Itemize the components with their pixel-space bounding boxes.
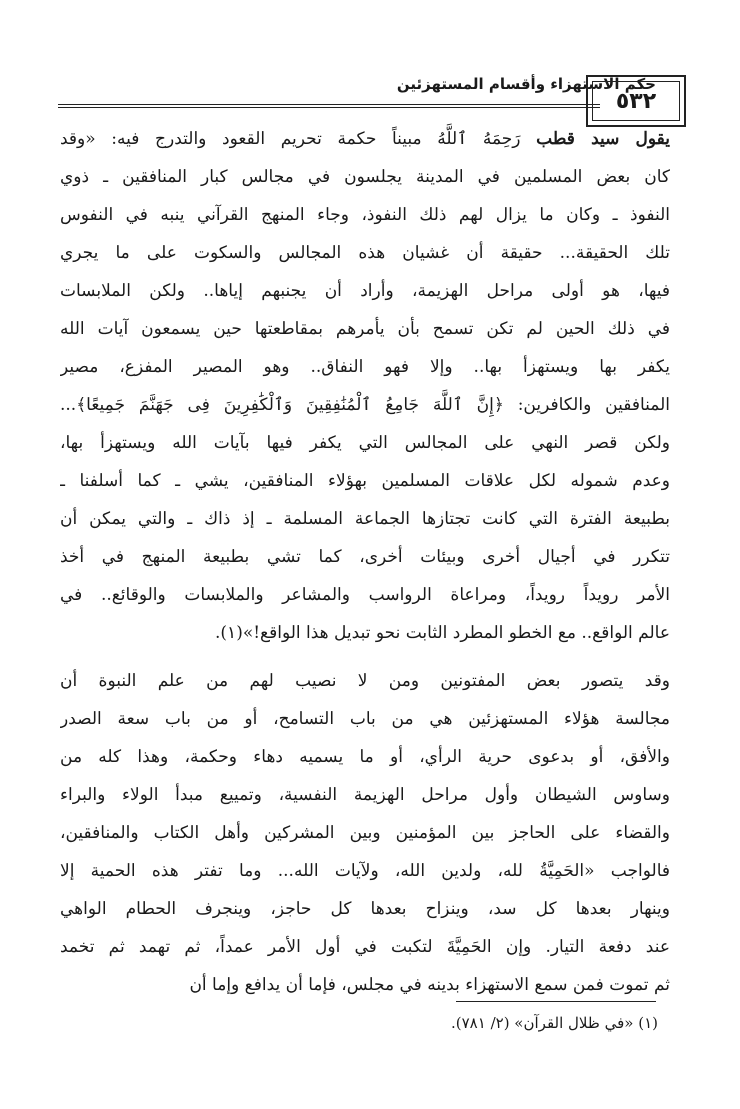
text-line [60,310,670,348]
line-text: والقضاء على الحاجز بين المؤمنين وبين المشركين وأهل الكتاب والمنافقين، [60,823,670,843]
text-line [60,462,670,500]
text-line [60,852,670,890]
line-text: ولكن قصر النهي على المجالس التي يكفر فيها بآيات الله ويستهزأ بها، [60,433,670,453]
line-text: عالم الواقع.. مع الخطو المطرد الثابت نحو تبديل هذا الواقع!»(١). [215,623,670,643]
line-text: والأفق، أو بدعوى حرية الرأي، أو ما يسميه دهاء وحكمة، وهذا كله من [60,747,670,767]
line-text: فيها، هو أولى مراحل الهزيمة، وأراد أن يجنبهم إياها.. ولكن الملابسات [60,281,670,301]
footnote: (١) «في ظلال القرآن» (٢/ ٧٨١). [451,1014,658,1032]
line-text: وينهار بعدها كل سد، وينزاح بعدها كل حاجز، وينجرف الحطام الواهي [60,899,670,919]
line-text: المنافقين والكافرين: ﴿إِنَّ ٱللَّهَ جَامِعُ ٱلْمُنَٰفِقِينَ وَٱلْكَٰفِرِينَ فِى جَهَنَّمَ جَمِيعًا﴾... [60,395,670,415]
line-text: وساوس الشيطان وأول مراحل الهزيمة النفسية، وتمييع مبدأ الولاء والبراء [60,785,670,805]
line-text: الأمر رويداً رويداً، ومراعاة الرواسب والمشاعر والملابسات والوقائع.. في [60,585,670,605]
footnote-rule [456,1001,656,1002]
header-rule [58,104,600,108]
text-line [60,424,670,462]
text-line [60,776,670,814]
text-line [60,500,670,538]
text-line [60,700,670,738]
line-text: النفوذ ـ وكان ما يزال لهم ذلك النفوذ، وجاء المنهج القرآني ينبه في النفوس [60,205,670,225]
paragraph-1 [60,120,670,652]
text-line [60,158,670,196]
author-name: يقول سيد قطب [536,129,670,149]
paragraph-gap [60,652,670,662]
text-line [60,814,670,852]
text-line [60,348,670,386]
page-body [60,120,670,1004]
running-title: حكم الاستهزاء وأقسام المستهزئين [396,75,656,93]
text-line [60,386,670,424]
page-number: ٥٣٢ [592,81,680,121]
line-text: تتكرر في أجيال أخرى وبيئات أخرى، كما تشي بطبيعة المنهج في أخذ [60,547,670,567]
text-line [60,738,670,776]
text-line [60,196,670,234]
line-text: كان بعض المسلمين في المدينة يجلسون في مجالس كبار المنافقين ـ ذوي [60,167,670,187]
line-text: يكفر بها ويستهزأ بها.. وإلا فهو النفاق.. وهو المصير المفزع، مصير [60,357,670,377]
line-text: وعدم شموله لكل علاقات المسلمين بهؤلاء المنافقين، يشي ـ كما أسلفنا ـ [60,471,670,491]
text-line [60,272,670,310]
line-text: فالواجب «الحَمِيَّةُ لله، ولدين الله، ولآيات الله... وما تفتر هذه الحمية إلا [60,861,670,881]
line-text: بطبيعة الفترة التي كانت تجتازها الجماعة المسلمة ـ إذ ذاك ـ والتي يمكن أن [60,509,670,529]
text-line [60,662,670,700]
line-text: ثم تموت فمن سمع الاستهزاء بدينه في مجلس، فإما أن يدافع وإما أن [189,975,670,995]
text-line [60,234,670,272]
text-line [60,928,670,966]
line-text: تلك الحقيقة... حقيقة أن غشيان هذه المجالس والسكوت على ما يجري [60,243,670,263]
line-text: في ذلك الحين لم تكن تسمح بأن يأمرهم بمقاطعتها حين يسمعون آيات الله [60,319,670,339]
page-header [58,60,656,122]
line-text: عند دفعة التيار. وإن الحَمِيَّةَ لتكبت في أول الأمر عمداً، ثم تهمد ثم تخمد [60,937,670,957]
text-line [60,966,670,1004]
text-line [60,120,670,158]
line-text: وقد يتصور بعض المفتونين ومن لا نصيب لهم من علم النبوة أن [60,671,670,691]
paragraph-2 [60,662,670,1004]
line-text: رَحِمَهُ ٱللَّهُ مبيناً حكمة تحريم القعود والتدرج فيه: «وقد [60,129,521,149]
line-text: مجالسة هؤلاء المستهزئين هي من باب التسامح، أو من باب سعة الصدر [60,709,670,729]
text-line [60,538,670,576]
text-line [60,890,670,928]
text-line [60,614,670,652]
text-line [60,576,670,614]
